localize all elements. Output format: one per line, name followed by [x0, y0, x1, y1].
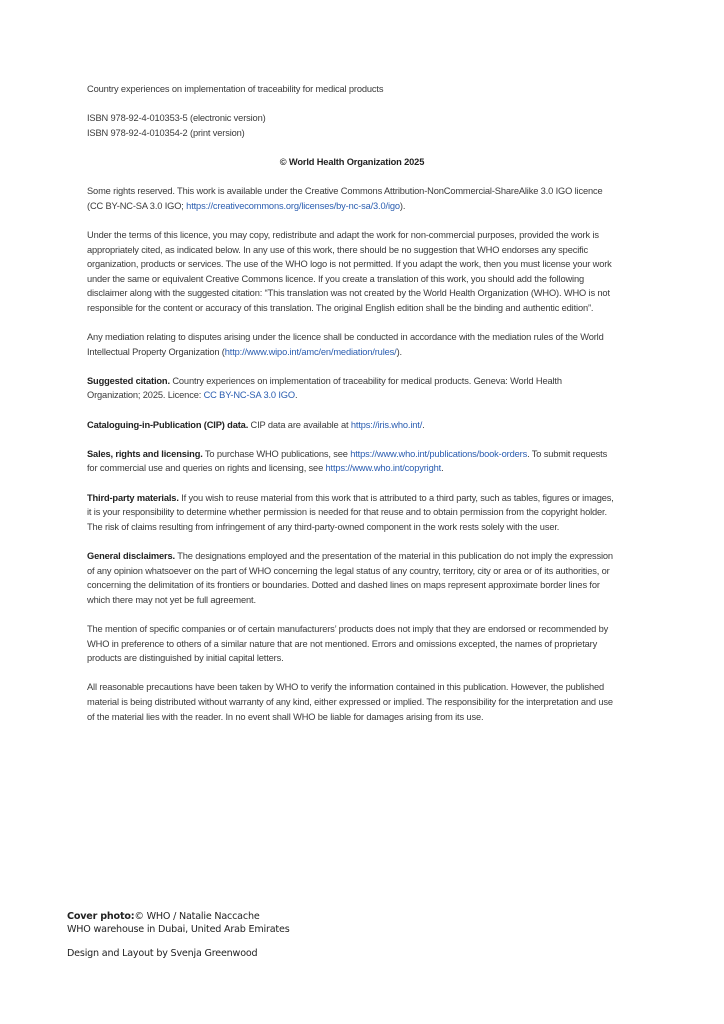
companies-paragraph: The mention of specific companies or of certain manufacturers’ products does not imply that they are endorsed or recommended by WHO in preference to others of a similar nature that are not mentioned. Errors and omissions excepted, the names of proprietary products are distinguished by initial capital letters.: [87, 623, 609, 664]
cip-after: .: [422, 419, 425, 430]
cover-photo-text: © WHO / Natalie Naccache: [134, 911, 260, 922]
copyright-link[interactable]: https://www.who.int/copyright: [325, 463, 442, 474]
design-credit: [67, 947, 467, 960]
mediation-after: ).: [396, 346, 402, 357]
licence-terms-paragraph: Under the terms of this licence, you may copy, redistribute and adapt the work for non-commercial purposes, provided the work is appropriately cited, as indicated below. In any use of this work, there should be no suggestion that WHO endorses any specific organization, products or services. The use of the WHO logo is not permitted. If you adapt the work, then you must license your work under the same or equivalent Creative Commons licence. If you create a translation of this work, you should add the following disclaimer along with the suggested citation: “This translation was not created by the World Health Organization (WHO). WHO is not responsible for the content or accuracy of this translation. The original English edition shall be the binding and authentic edition”.: [87, 229, 612, 313]
general-text: The designations employed and the presentation of the material in this publication do not imply the expression of any opinion whatsoever on the part of WHO concerning the legal status of any country, territory, city or area or of its authorities, or concerning the delimitation of its frontiers or boundaries. Dotted and dashed lines on maps represent approximate border lines for which there may not yet be full agreement.: [87, 551, 613, 605]
isbn-electronic: ISBN 978-92-4-010353-5 (electronic version): [87, 113, 266, 124]
rights-text: Some rights reserved. This work is available under the Creative Commons Attribution-NonCommercial-ShareAlike 3.0 IGO licence (CC BY-NC-SA 3.0 IGO;: [87, 186, 603, 211]
cip-paragraph: [87, 418, 617, 433]
isbn-print: ISBN 978-92-4-010354-2 (print version): [87, 127, 245, 138]
rights-after: ).: [399, 200, 406, 211]
cover-photo-caption: WHO warehouse in Dubai, United Arab Emirates: [67, 924, 290, 935]
general-disclaimers-paragraph: [87, 549, 617, 607]
cc-licence-link[interactable]: https://creativecommons.org/licenses/by-nc-sa/3.0/igo: [186, 200, 400, 211]
publication-title: Country experiences on implementation of traceability for medical products: [87, 84, 384, 94]
third-party-paragraph: [87, 491, 617, 535]
cip-lead: Cataloguing-in-Publication (CIP) data.: [87, 419, 249, 430]
wipo-link[interactable]: http://www.wipo.int/amc/en/mediation/rules/: [224, 346, 397, 357]
design-credit-text: Design and Layout by Svenja Greenwood: [67, 948, 258, 959]
citation-after: .: [294, 390, 298, 401]
book-orders-link[interactable]: https://www.who.int/publications/book-orders: [350, 448, 528, 459]
iris-link[interactable]: https://iris.who.int/: [350, 419, 423, 430]
cover-photo-credit: [67, 910, 467, 936]
mediation-paragraph: [87, 330, 617, 359]
citation-paragraph: [87, 374, 617, 403]
mediation-text: Any mediation relating to disputes arising under the licence shall be conducted in accordance with the mediation rules of the World Intellectual Property Organization (: [87, 332, 604, 357]
cover-photo-lead: Cover photo:: [67, 911, 135, 922]
sales-after: .: [441, 463, 444, 474]
precautions-paragraph: All reasonable precautions have been taken by WHO to verify the information contained in this publication. However, the published material is being distributed without warranty of any kind, either expressed or implied. The responsibility for the interpretation and use of the material lies with the reader. In no event shall WHO be liable for damages arising from its use.: [87, 682, 613, 722]
citation-lead: Suggested citation.: [87, 375, 170, 386]
cip-text: CIP data are available at: [248, 419, 351, 430]
sales-lead: Sales, rights and licensing.: [87, 448, 203, 459]
sales-mid: . To submit requests for commercial use and queries on rights and licensing, see: [87, 448, 608, 474]
general-lead: General disclaimers.: [87, 551, 175, 561]
third-party-lead: Third-party materials.: [87, 492, 179, 503]
copyright-page-body: [87, 82, 617, 724]
third-party-text: If you wish to reuse material from this work that is attributed to a third party, such as tables, figures or images, it is your responsibility to determine whether permission is needed for that reuse and to obtain permission from the copyright holder. The risk of claims resulting from infringement of any third-party-owned component in the work rests solely with the user.: [87, 492, 614, 532]
citation-text: Country experiences on implementation of traceability for medical products. Geneva: World Health Organization; 2025. Licence:: [87, 375, 562, 401]
copyright-heading: © World Health Organization 2025: [279, 156, 425, 167]
sales-paragraph: [87, 447, 617, 476]
sales-text: To purchase WHO publications, see: [202, 448, 351, 459]
cc-by-nc-sa-link[interactable]: CC BY-NC-SA 3.0 IGO: [203, 390, 295, 401]
rights-paragraph: [87, 184, 617, 213]
